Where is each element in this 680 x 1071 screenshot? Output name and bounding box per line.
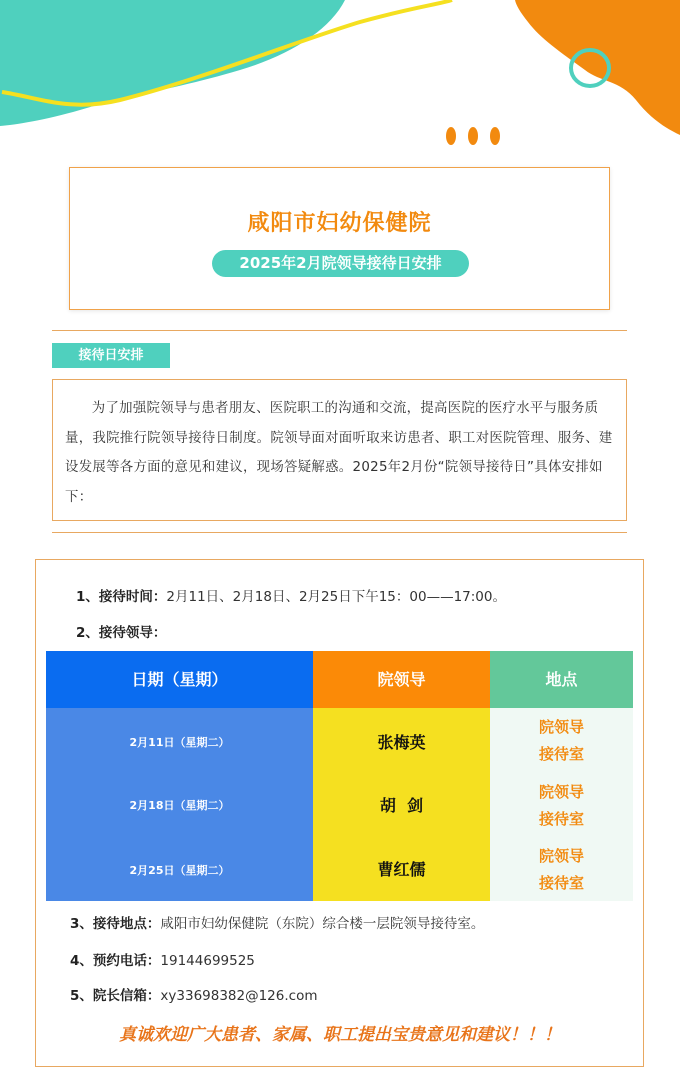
place-cell [490, 843, 633, 897]
leader-cell: 曹红儒 [377, 860, 426, 879]
place-line-2: 接待室 [538, 810, 584, 828]
divider-top [52, 330, 627, 331]
schedule-table [46, 651, 633, 901]
intro-box [52, 379, 627, 521]
date-cell: 2月25日（星期二） [129, 864, 230, 877]
header-date: 日期（星期） [46, 651, 313, 708]
org-name: 咸阳市妇幼保健院 [247, 211, 432, 236]
orange-dot-3 [490, 127, 500, 145]
place-line-1: 院领导 [538, 783, 584, 801]
title-card [69, 167, 610, 310]
mail-link[interactable]: xy33698382@126.com [160, 988, 318, 1004]
phone-line [70, 949, 255, 969]
place-cell [490, 714, 633, 768]
mail-line [70, 984, 318, 1004]
place-line-1: 院领导 [538, 718, 584, 736]
time-label: 1、接待时间： [76, 589, 167, 605]
place-line-2: 接待室 [538, 874, 584, 892]
subtitle-pill: 2025年2月院领导接待日安排 [212, 250, 469, 277]
section-tag: 接待日安排 [52, 343, 170, 368]
orange-dot-2 [468, 127, 478, 145]
phone-label: 4、预约电话： [70, 953, 161, 969]
header-leader: 院领导 [313, 651, 490, 708]
leader-cell: 胡 剑 [379, 796, 424, 815]
closing-message: 真诚欢迎广大患者、家属、职工提出宝贵意见和建议！！！ [119, 1025, 561, 1045]
orange-dot-1 [446, 127, 456, 145]
date-cell: 2月18日（星期二） [129, 799, 230, 812]
time-line [76, 585, 506, 605]
place-line [70, 912, 484, 932]
place-label: 3、接待地点： [70, 916, 161, 932]
orange-blob-shape [515, 0, 680, 135]
leaders-label: 2、接待领导： [76, 625, 167, 641]
date-column [46, 708, 313, 901]
teal-wave-shape [0, 0, 345, 126]
place-value: 咸阳市妇幼保健院（东院）综合楼一层院领导接待室。 [160, 916, 485, 932]
place-line-2: 接待室 [538, 745, 584, 763]
phone-value: 19144699525 [160, 953, 255, 969]
header-decoration [0, 0, 680, 160]
date-cell: 2月11日（星期二） [129, 736, 230, 749]
leader-column [313, 708, 490, 901]
leader-cell: 张梅英 [377, 733, 426, 752]
place-column [490, 708, 633, 901]
place-cell [490, 779, 633, 833]
mail-label: 5、院长信箱： [70, 988, 161, 1004]
time-value: 2月11日、2月18日、2月25日下午15：00——17:00。 [166, 589, 506, 605]
leaders-line [76, 621, 166, 641]
place-line-1: 院领导 [538, 847, 584, 865]
header-place: 地点 [490, 651, 633, 708]
intro-text: 为了加强院领导与患者朋友、医院职工的沟通和交流，提高医院的医疗水平与服务质量，我院推行院领导接待日制度。院领导面对面听取来访患者、职工对医院管理、服务、建设发展等各方面的意见和建议，现场答疑解惑。2025年2月份“院领导接待日”具体安排如下： [65, 401, 613, 505]
divider-bottom [52, 532, 627, 533]
